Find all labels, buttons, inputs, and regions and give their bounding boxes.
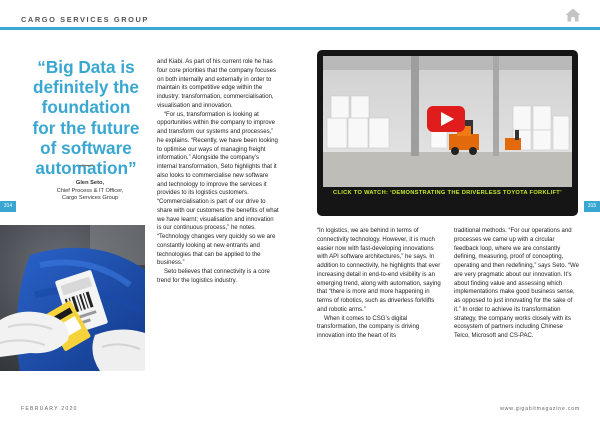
page-number-right: 315 bbox=[584, 201, 600, 212]
article-column-3 bbox=[454, 227, 580, 341]
quote-divider bbox=[79, 165, 93, 166]
quote-attribution bbox=[20, 180, 160, 203]
article-column-1 bbox=[157, 58, 279, 286]
paragraph: traditional methods. “For our operations and processes we came up with a circular feedback loop, where we are constantly defining, measuring, proof of concepting, operating and then redefining,” says Seto. “We are very pragmatic about our innovation. It’s about finding value and assessing which implementations make good business sense, as opposed to just innovating for the sake of it.” In order to achieve its transformation strategy, the company works closely with its ecosystem of partners including Chinese Telco, Microsoft and CS-PAC. bbox=[454, 228, 579, 339]
article-photo bbox=[0, 225, 145, 371]
paragraph: “In logistics, we are behind in terms of connectivity technology. However, it is much easier now with fast-developing innovations with API software architectures,” he says. In addition to connectivity, he highlights that ever increasing detail in end-to-end visibility is an emerging trend, along with automation, saying that “there is more and more happening in terms of robotics, such as driverless forklifts and robotic arms.” bbox=[317, 228, 441, 313]
home-icon[interactable] bbox=[565, 8, 581, 22]
paragraph: Seto believes that connectivity is a core trend for the logistics industry. bbox=[157, 269, 270, 284]
header-rule bbox=[0, 27, 600, 30]
footer-website-link[interactable]: www.gigabitmagazine.com bbox=[500, 406, 580, 412]
paragraph: and Kiabi. As part of his current role he has four core priorities that the company focuses on both internally and externally in order to maintain its competitive edge within the industry: transformation, commercialisation, visualisation and innovation. bbox=[157, 59, 276, 109]
page-header bbox=[0, 0, 600, 30]
section-title: CARGO SERVICES GROUP bbox=[21, 15, 149, 24]
attribution-company: Cargo Services Group bbox=[61, 195, 119, 202]
video-player[interactable] bbox=[317, 50, 578, 216]
page-number-left: 314 bbox=[0, 201, 16, 212]
paragraph: “For us, transformation is looking at opportunities within the company to improve and transform our systems and processes,” he explains. “Recently, we have been looking to optimise our ways of managing freight information.” Alongside the company’s internal transformation, Seto highlights that it also looks to commercialise new software and technology to improve the services it provides to its logistics customers. “Commercialisation is part of our drive to share with our customers the benefits of what we have learnt; visualisation and innovation is our continuous process,” he notes. “Technology changes very quickly so we are constantly looking at new entrants and technologies that can be applied to the business.” bbox=[157, 111, 279, 267]
video-caption[interactable]: CLICK TO WATCH: ‘DEMONSTRATING THE DRIVERLESS TOYOTA FORKLIFT’ bbox=[333, 190, 562, 196]
paragraph: When it comes to CSG’s digital transformation, the company is driving innovation into the heart of its bbox=[317, 315, 420, 339]
article-column-2 bbox=[317, 227, 442, 341]
attribution-name: Glen Seto, bbox=[75, 180, 105, 186]
pull-quote: “Big Data is definitely the foundation for the future of software automation” bbox=[32, 57, 140, 179]
video-thumbnail bbox=[323, 56, 572, 187]
footer-issue-date: FEBRUARY 2020 bbox=[21, 406, 78, 412]
attribution-role: Chief Process & IT Officer, bbox=[56, 187, 124, 194]
